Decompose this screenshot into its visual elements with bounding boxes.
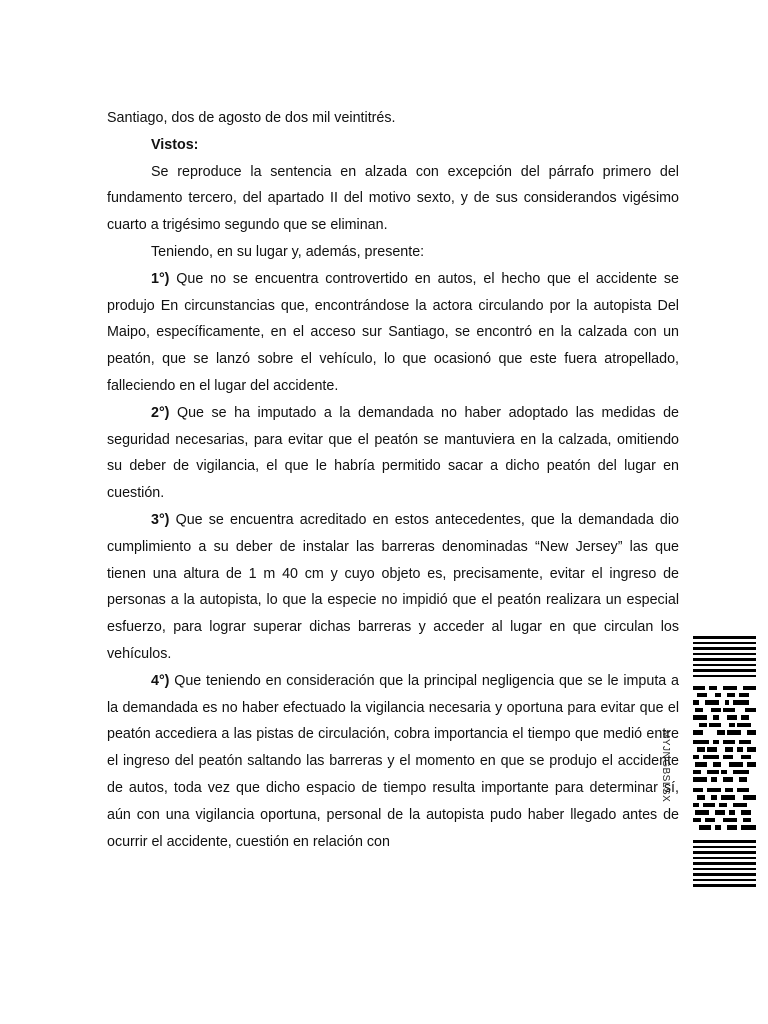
date-line: Santiago, dos de agosto de dos mil veintitrés. [107,110,396,126]
considerando-text: Que teniendo en consideración que la principal negligencia que se le imputa a la demandada es no haber efectuado la vigilancia necesaria y oportuna para evitar que el peatón accediera a las pistas de circulación, cobra importancia el tiempo que medió entre el ingreso del peatón saltando las barreras y el momento en que se produjo el accidente de autos, toda vez que dicho espacio de tiempo resulta importante para determinar sí, aún con una vigilancia oportuna, personal de la autopista pudo haber llegado antes de ocurrir el accidente, cuestión en relación con [107,672,679,850]
considerando-3 [107,507,679,668]
paragraph-reproduce: Se reproduce la sentencia en alzada con excepción del párrafo primero del fundamento tercero, del apartado II del motivo sexto, y de sus considerandos vigésimo cuarto a trigésimo segundo que se eliminan. [107,163,679,234]
paragraph-teniendo: Teniendo, en su lugar y, además, presente: [151,243,425,260]
barcode-icon [693,636,756,888]
considerando-text: Que no se encuentra controvertido en autos, el hecho que el accidente se produjo En circunstancias que, encontrándose la actora circulando por la autopista Del Maipo, específicamente, en el acceso sur Santiago, se encontró en la calzada con un peatón, que se lanzó sobre el vehículo, lo que ocasionó que este fuera atropellado, falleciendo en el lugar del accidente. [107,270,679,394]
barcode-code: MYJNGBSLSX [660,730,671,803]
considerando-number: 4°) [151,672,170,689]
considerando-number: 2°) [151,404,170,421]
considerando-1 [107,266,679,400]
document-body [107,105,679,855]
considerando-2 [107,400,679,507]
considerando-text: Que se ha imputado a la demandada no haber adoptado las medidas de seguridad necesarias, para evitar que el peatón se mantuviera en la calzada, omitiendo su deber de vigilancia, el que le habría permitido sacar a dicho peatón del lugar en cuestión. [107,404,679,502]
considerando-number: 3°) [151,511,170,528]
considerando-number: 1°) [151,270,170,287]
considerando-4 [107,668,679,856]
considerando-text: Que se encuentra acreditado en estos antecedentes, que la demandada dio cumplimiento a su deber de instalar las barreras denominadas “New Jersey” las que tienen una altura de 1 m 40 cm y cuyo objeto es, precisamente, evitar el ingreso de personas a la autopista, lo que la especie no impidió que el peatón realizara un especial esfuerzo, para lograr superar dichas barreras y acceder al lugar en que circulan los vehículos. [107,511,679,662]
vistos-heading: Vistos: [151,136,199,153]
